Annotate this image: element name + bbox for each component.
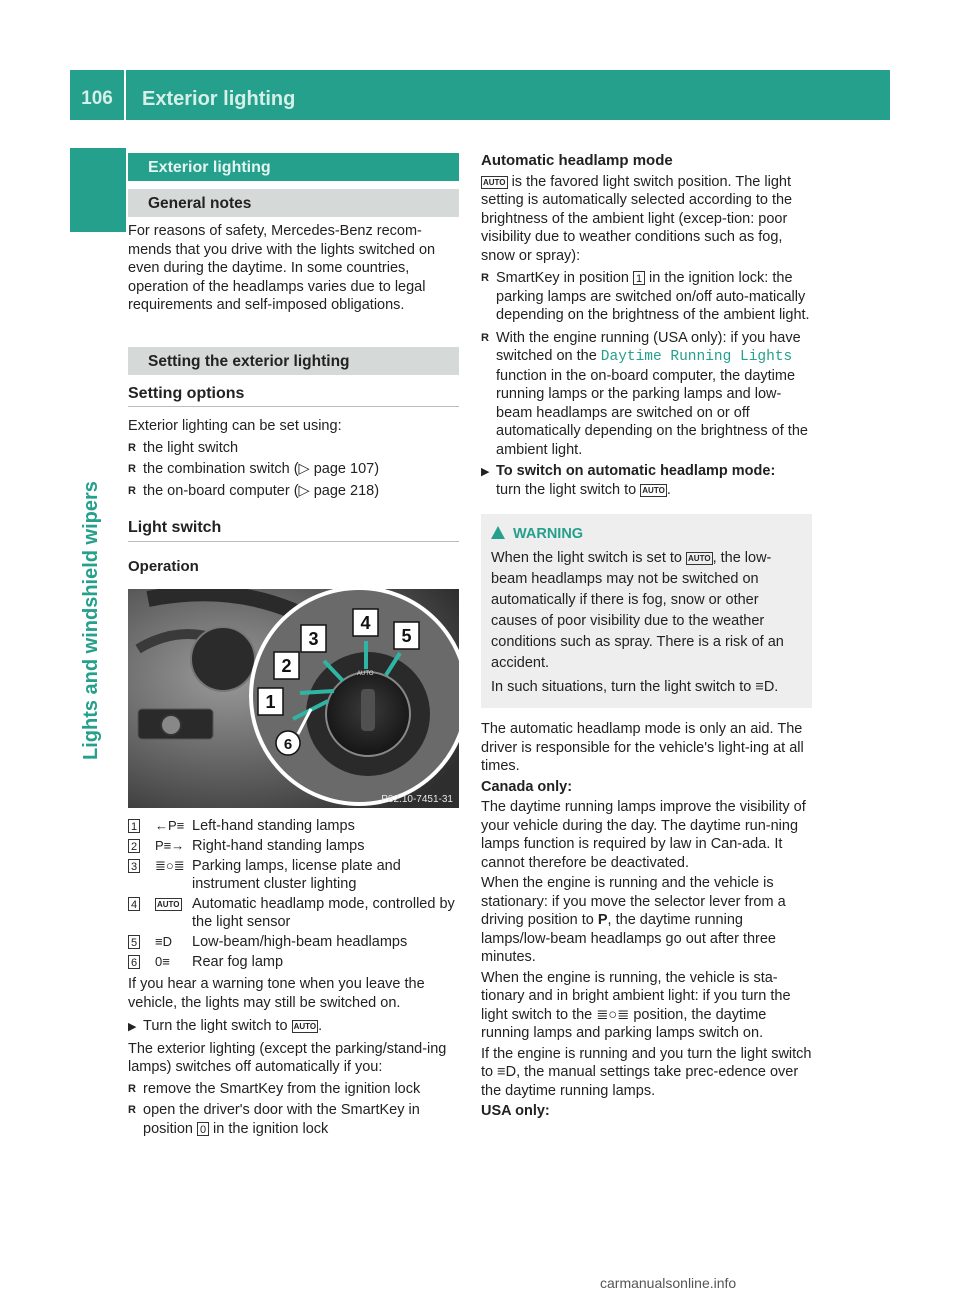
section-band-setting: Setting the exterior lighting [128,347,459,375]
left-column [128,153,459,1138]
legend-text: Rear fog lamp [192,954,284,970]
list-item: R the on-board computer (▷ page 218) [128,482,459,501]
section-band-general-notes: General notes [128,189,459,217]
arrow-icon: ▶ [128,1021,137,1033]
general-notes-text: For reasons of safety, Mercedes-Benz recom-mends that you drive with the lights switched on even during the daytime. In some countries, operation of the headlamps varies due to legal requirements and self-imposed obligations. [128,223,436,313]
legend [128,817,459,971]
warning-text-1: When the light switch is set to AUTO , the low-beam headlamps may not be switched on automatically if there is fog, snow or other causes of poor visibility due to the weather conditions such as spray. There is a risk of an accident. [491,550,784,671]
display-message: Daytime Running Lights [600,349,793,365]
side-tab-marker [70,148,126,232]
canada-text: The daytime running lamps improve the visibility of your vehicle during the day. The daytime run-ning lamps function is required by law in Can-ada. It cannot therefore be deactivated. [481,799,806,871]
auto-list [481,269,812,459]
right-standing-lamps-icon: P≡→ [155,838,185,853]
low-beam-icon: ≡D [497,1064,517,1080]
auto-icon: AUTO [157,900,180,909]
left-standing-lamps-icon: ←P≡ [155,818,185,833]
legend-row-2 [128,837,459,855]
header-title: Exterior lighting [142,88,296,110]
svg-text:3: 3 [308,629,319,649]
heading-usa-only: USA only: [481,1103,550,1119]
dial-label: AUTO [357,671,374,677]
legend-number: 5 [128,935,140,949]
list-item: R With the engine running (USA only): if you have switched on the Daytime Running Lights function in the on-board computer, the daytime running lamps or the parking lamps and low-beam headlamps are switched on or off automatically depending on the brightness of the ambient light. [481,329,812,460]
marker-5 [394,622,419,649]
heading-light-switch: Light switch [128,519,459,542]
warning-icon [491,526,505,539]
svg-text:6: 6 [283,736,293,753]
warning-text-2: In such situations, turn the light switch to ≡D. [491,679,779,695]
step-text: Turn the light switch to [143,1018,288,1034]
stationary-text: When the engine is running and the vehicle is stationary: if you move the selector lever from a driving position to P, the daytime running lamps/low-beam headlamps go out after three minutes. [481,875,786,965]
legend-row-5 [128,933,459,951]
right-column [481,152,812,1121]
light-switch-photo [128,589,459,808]
heading-canada-only: Canada only: [481,778,573,795]
legend-text: Parking lamps, license plate and instrument cluster lighting [192,858,401,892]
marker-6 [276,731,300,755]
bright-ambient-text: When the engine is running, the vehicle is sta-tionary and in bright ambient light: if you turn the light switch to the ≣○≣ position, the daytime running lamps and parking lamps switch on. [481,969,791,1041]
parking-lamps-icon: ≣○≣ [596,1006,630,1023]
auto-icon: AUTO [688,554,711,563]
auto-icon: AUTO [642,485,665,495]
warning-title: WARNING [491,524,802,545]
legend-row-1 [128,817,459,835]
low-beam-icon: ≡D [155,934,172,949]
watermark: carmanualsonline.info [600,1275,737,1291]
heading-setting-options: Setting options [128,385,459,408]
step-turn-switch: ▶ Turn the light switch to AUTO . [128,1017,459,1036]
position-box: 1 [633,271,645,285]
marker-3 [301,625,326,652]
svg-text:5: 5 [401,626,412,646]
rear-fog-lamp-icon: 0≡ [155,954,170,969]
legend-text: Automatic headlamp mode, controlled by the light sensor [192,896,455,930]
list-item: R remove the SmartKey from the ignition lock [128,1080,459,1099]
heading-automatic-headlamp-mode: Automatic headlamp mode [481,152,673,169]
svg-text:1: 1 [265,692,276,712]
low-beam-icon: ≡D [755,679,775,695]
legend-number: 2 [128,839,140,853]
manual-settings-text: If the engine is running and you turn the light switch to ≡D, the manual settings take prec-edence over the daytime running lamps. [481,1045,812,1099]
legend-row-4 [128,895,459,931]
auto-icon: AUTO [483,177,506,187]
auto-intro: AUTO is the favored light switch position. The light setting is automatically selected according to the brightness of the ambient light (excep-tion: poor visibility due to weather conditions such as fog, snow or spray): [481,173,793,264]
list-item: R the light switch [128,439,459,458]
legend-row-6 [128,953,459,971]
legend-row-3 [128,857,459,893]
light-switch-illustration [128,589,459,808]
heading-operation: Operation [128,557,199,575]
list-item: R SmartKey in position 1 in the ignition lock: the parking lamps are switched on/off auto-matically depending on the brightness of the ambient light. [481,269,812,325]
step-auto-mode: ▶ To switch on automatic headlamp mode: turn the light switch to AUTO . [481,463,776,498]
position-box: 0 [197,1122,209,1136]
parking-lamps-icon: ≣○≣ [155,858,185,873]
setting-list [128,439,459,501]
switch-off-list [128,1080,459,1139]
svg-text:2: 2 [281,656,292,676]
warning-tone-text: If you hear a warning tone when you leave the vehicle, the lights may still be switched on. [128,976,425,1011]
legend-number: 1 [128,819,140,833]
list-item: R open the driver's door with the SmartKey in position 0 in the ignition lock [128,1101,459,1138]
legend-text: Left-hand standing lamps [192,818,355,834]
page-number: 106 [70,70,126,120]
section-band-exterior-lighting: Exterior lighting [128,153,459,181]
marker-4 [353,609,378,636]
legend-text: Right-hand standing lamps [192,838,365,854]
svg-text:4: 4 [360,613,371,633]
aid-text: The automatic headlamp mode is only an aid. The driver is responsible for the vehicle's light-ing at all times. [481,721,804,774]
list-item: R the combination switch (▷ page 107) [128,460,459,479]
auto-icon: AUTO [293,1022,317,1031]
warning-box [481,514,812,708]
setting-intro: Exterior lighting can be set using: [128,418,342,434]
marker-1 [258,688,283,715]
arrow-icon: ▶ [481,466,490,478]
side-tab-label: Lights and windshield wipers [80,481,102,760]
marker-2 [274,652,299,679]
image-credit: P82.10-7451-31 [381,794,453,805]
legend-number: 3 [128,859,140,873]
legend-text: Low-beam/high-beam headlamps [192,934,408,950]
legend-number: 4 [128,897,140,911]
legend-number: 6 [128,955,140,969]
switch-off-intro: The exterior lighting (except the parking/stand-ing lamps) switches off automatically if you: [128,1040,447,1075]
